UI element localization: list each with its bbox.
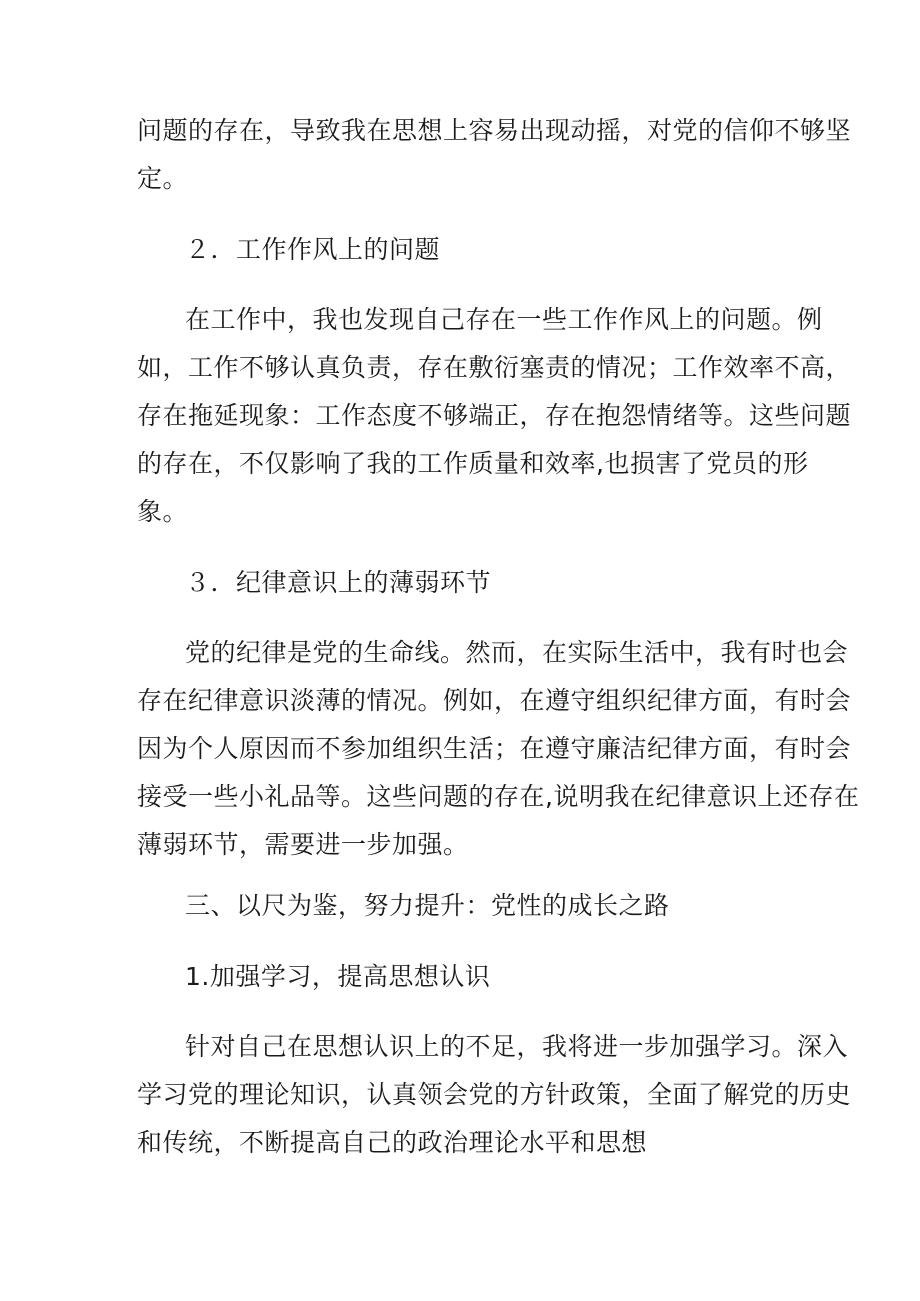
body-text-line: 接受一些小礼品等。这些问题的存在,说明我在纪律意识上还存在 (137, 782, 860, 811)
body-text-line: 问题的存在，导致我在思想上容易出现动摇，对党的信仰不够坚 (137, 116, 852, 145)
body-text-line: 如，工作不够认真负责，存在敷衍塞责的情况；工作效率不高， (137, 353, 852, 382)
body-text-line: 在工作中，我也发现自己存在一些工作作风上的问题。例 (185, 305, 823, 334)
body-text-line: 针对自己在思想认识上的不足，我将进一步加强学习。深入 (185, 1032, 849, 1061)
body-text-line: 因为个人原因而不参加组织生活；在遵守廉洁纪律方面，有时会 (137, 734, 852, 763)
body-text-line: 的存在，不仅影响了我的工作质量和效率,也损害了党员的形 (137, 449, 809, 478)
body-text-line: 学习党的理论知识，认真领会党的方针政策，全面了解党的历史 (137, 1080, 852, 1109)
body-text-line: 存在纪律意识淡薄的情况。例如，在遵守组织纪律方面，有时会 (137, 686, 852, 715)
section-heading: ２．工作作风上的问题 (185, 235, 441, 264)
body-text-line: 薄弱环节，需要进一步加强。 (137, 830, 469, 859)
section-heading: ３．纪律意识上的薄弱环节 (185, 568, 492, 597)
body-text-line: 存在拖延现象：工作态度不够端正，存在抱怨情绪等。这些问题 (137, 401, 852, 430)
body-text-line: 和传统，不断提高自己的政治理论水平和思想 (137, 1128, 648, 1157)
chapter-heading: 三、以尺为鉴，努力提升：党性的成长之路 (185, 891, 670, 920)
body-text-line: 象。 (137, 497, 189, 526)
body-text-line: 党的纪律是党的生命线。然而，在实际生活中，我有时也会 (185, 638, 849, 667)
body-text-line: 定。 (137, 164, 189, 193)
section-heading: 1.加强学习，提高思想认识 (185, 962, 491, 991)
